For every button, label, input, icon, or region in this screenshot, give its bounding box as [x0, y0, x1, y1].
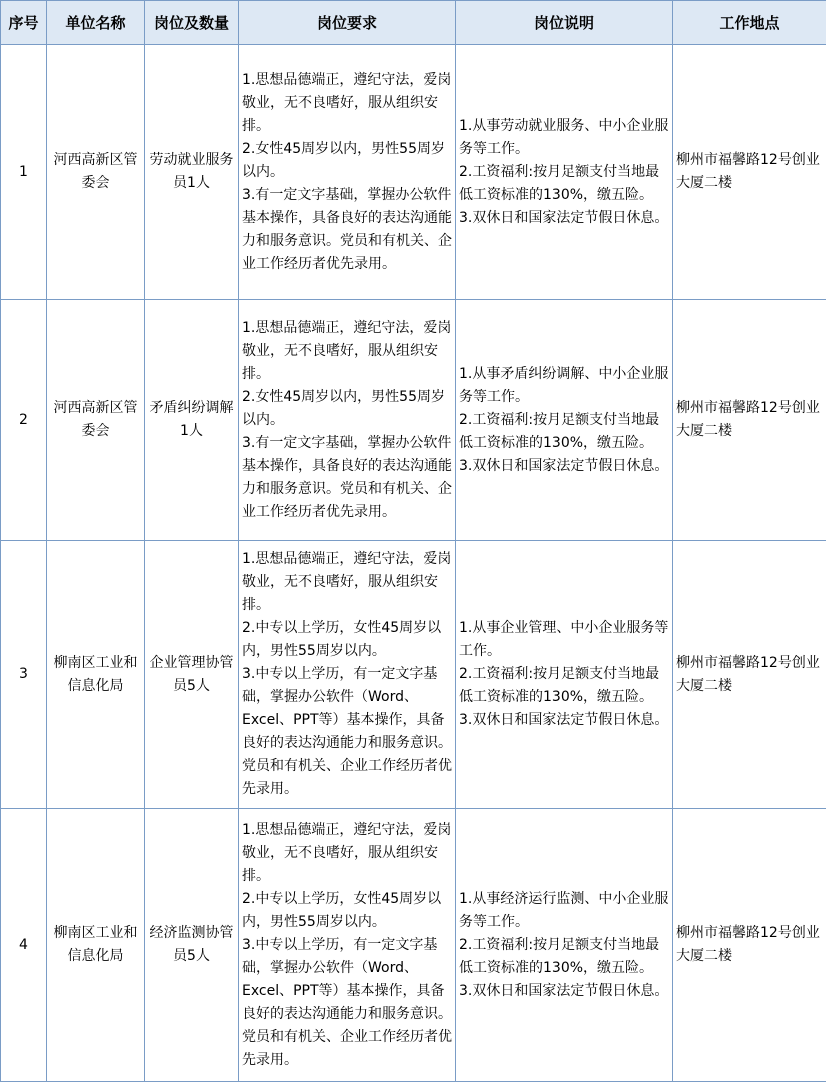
requirement-line: 2.女性45周岁以内，男性55周岁以内。: [242, 388, 445, 428]
requirement-line: 3.有一定文字基础，掌握办公软件基本操作，具备良好的表达沟通能力和服务意识。党员和有机关、企业工作经历者优先录用。: [242, 434, 452, 520]
cell-no: 1: [1, 45, 47, 300]
table-body: [1, 45, 826, 1082]
header-location: 工作地点: [673, 1, 826, 45]
cell-requirements: [239, 809, 456, 1082]
table-row: [1, 300, 826, 541]
cell-requirements: [239, 541, 456, 809]
requirement-line: 1.思想品德端正，遵纪守法，爱岗敬业，无不良嗜好，服从组织安排。: [242, 821, 452, 884]
header-unit: 单位名称: [47, 1, 145, 45]
table-row: [1, 809, 826, 1082]
description-line: 3.双休日和国家法定节假日休息。: [459, 209, 669, 226]
cell-description: [456, 541, 673, 809]
cell-no: 4: [1, 809, 47, 1082]
table-header: [1, 1, 826, 45]
description-line: 3.双休日和国家法定节假日休息。: [459, 712, 669, 728]
description-line: 1.从事矛盾纠纷调解、中小企业服务等工作。: [459, 365, 669, 405]
header-requirements: 岗位要求: [239, 1, 456, 45]
cell-unit: 柳南区工业和信息化局: [47, 541, 145, 809]
cell-description: [456, 300, 673, 541]
cell-position: 企业管理协管员5人: [145, 541, 239, 809]
description-line: 2.工资福利:按月足额支付当地最低工资标准的130%，缴五险。: [459, 666, 660, 705]
requirement-line: 2.中专以上学历，女性45周岁以内，男性55周岁以内。: [242, 620, 442, 659]
header-row: [1, 1, 826, 45]
cell-location: 柳州市福馨路12号创业大厦二楼: [673, 300, 826, 541]
cell-location: 柳州市福馨路12号创业大厦二楼: [673, 809, 826, 1082]
description-line: 2.工资福利:按月足额支付当地最低工资标准的130%，缴五险。: [459, 936, 660, 976]
requirement-line: 2.女性45周岁以内，男性55周岁以内。: [242, 140, 445, 180]
header-position: 岗位及数量: [145, 1, 239, 45]
requirement-line: 3.中专以上学历，有一定文字基础，掌握办公软件（Word、Excel、PPT等）基本操作，具备良好的表达沟通能力和服务意识。党员和有机关、企业工作经历者优先录用。: [242, 666, 452, 797]
cell-description: [456, 45, 673, 300]
description-line: 2.工资福利:按月足额支付当地最低工资标准的130%，缴五险。: [459, 411, 660, 451]
header-description: 岗位说明: [456, 1, 673, 45]
description-line: 2.工资福利:按月足额支付当地最低工资标准的130%，缴五险。: [459, 163, 660, 203]
cell-description: [456, 809, 673, 1082]
requirement-line: 1.思想品德端正，遵纪守法，爱岗敬业，无不良嗜好，服从组织安排。: [242, 71, 452, 134]
cell-position: 劳动就业服务员1人: [145, 45, 239, 300]
cell-position: 经济监测协管员5人: [145, 809, 239, 1082]
requirement-line: 3.中专以上学历，有一定文字基础，掌握办公软件（Word、Excel、PPT等）基本操作，具备良好的表达沟通能力和服务意识。党员和有机关、企业工作经历者优先录用。: [242, 936, 452, 1068]
cell-location: 柳州市福馨路12号创业大厦二楼: [673, 541, 826, 809]
cell-unit: 河西高新区管委会: [47, 300, 145, 541]
description-line: 1.从事劳动就业服务、中小企业服务等工作。: [459, 117, 669, 157]
cell-no: 3: [1, 541, 47, 809]
cell-unit: 河西高新区管委会: [47, 45, 145, 300]
header-no: 序号: [1, 1, 47, 45]
cell-position: 矛盾纠纷调解1人: [145, 300, 239, 541]
requirement-line: 2.中专以上学历，女性45周岁以内，男性55周岁以内。: [242, 890, 442, 930]
cell-no: 2: [1, 300, 47, 541]
table-row: [1, 45, 826, 300]
description-line: 3.双休日和国家法定节假日休息。: [459, 457, 669, 474]
cell-requirements: [239, 45, 456, 300]
table-row: [1, 541, 826, 809]
description-line: 3.双休日和国家法定节假日休息。: [459, 982, 669, 999]
description-line: 1.从事经济运行监测、中小企业服务等工作。: [459, 890, 669, 930]
requirement-line: 3.有一定文字基础，掌握办公软件基本操作，具备良好的表达沟通能力和服务意识。党员和有机关、企业工作经历者优先录用。: [242, 186, 452, 272]
cell-requirements: [239, 300, 456, 541]
description-line: 1.从事企业管理、中小企业服务等工作。: [459, 620, 669, 659]
cell-location: 柳州市福馨路12号创业大厦二楼: [673, 45, 826, 300]
requirement-line: 1.思想品德端正，遵纪守法，爱岗敬业，无不良嗜好，服从组织安排。: [242, 551, 452, 613]
requirement-line: 1.思想品德端正，遵纪守法，爱岗敬业，无不良嗜好，服从组织安排。: [242, 319, 452, 382]
cell-unit: 柳南区工业和信息化局: [47, 809, 145, 1082]
